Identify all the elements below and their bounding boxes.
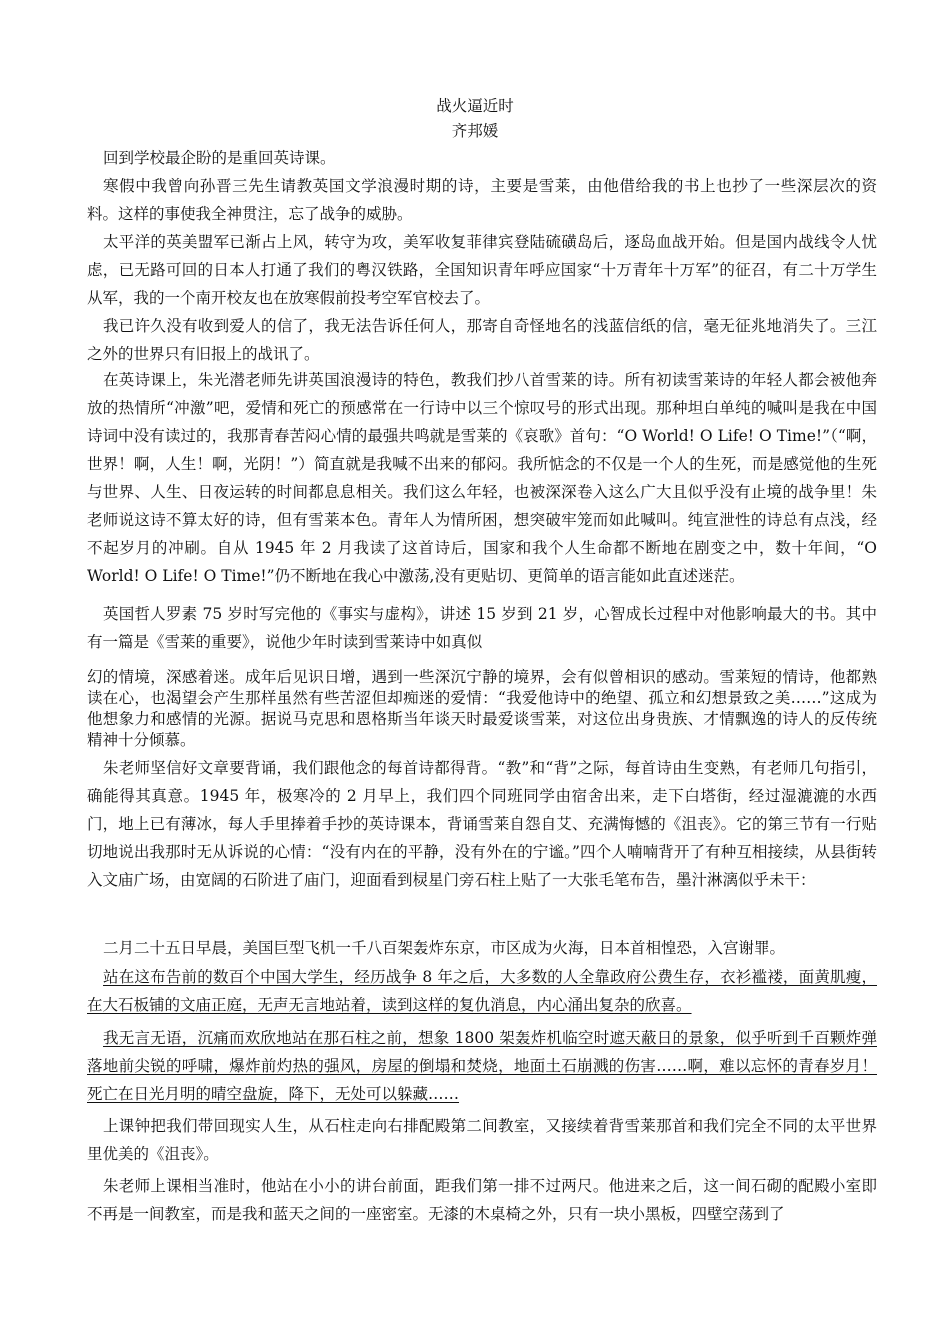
document-author: 齐邦媛 [451, 122, 499, 140]
paragraph-13: 朱老师上课相当准时，他站在小小的讲台前面，距我们第一排不过两尺。他进来之后，这一间石砌的配殿小室即不再是一间教室，而是我和蓝天之间的一座密室。无漆的木桌椅之外，只有一块小黑板，四壁空荡到了 [87, 1177, 877, 1223]
document-title: 战火逼近时 [436, 97, 514, 115]
paragraph-6: 英国哲人罗素 75 岁时写完他的《事实与虚构》，讲述 15 岁到 21 岁，心智成长过程中对他影响最大的书。其中有一篇是《雪莱的重要》，说他少年时读到雪莱诗中如真似 [87, 605, 877, 651]
paragraph-10-underlined: 站在这布告前的数百个中国大学生，经历战争 8 年之后，大多数的人全靠政府公费生存，衣衫褴褛，面黄肌瘦，在大石板铺的文庙正庭，无声无言地站着，读到这样的复仇消息，内心涌出复杂的欣喜。 [87, 968, 877, 1014]
paragraph-8: 朱老师坚信好文章要背诵，我们跟他念的每首诗都得背。“教”和“背”之际，每首诗由生变熟，有老师几句指引，确能得其真意。1945 年，极寒冷的 2 月早上，我们四个同班同学由宿舍出来，走下白塔街，经过湿漉漉的水西门，地上已有薄冰，每人手里捧着手抄的英诗课本，背诵雪莱自怨自艾、充满悔憾的《沮丧》。它的第三节有一行贴切地说出我那时无从诉说的心情：“没有内在的平静，没有外在的宁谧。”四个人喃喃背开了有种互相接续，从县街转入文庙广场，由宽阔的石阶进了庙门，迎面看到棂星门旁石柱上贴了一大张毛笔布告，墨汁淋漓似乎未干： [87, 759, 877, 889]
paragraph-5: 在英诗课上，朱光潜老师先讲英国浪漫诗的特色，教我们抄八首雪莱的诗。所有初读雪莱诗的年轻人都会被他奔放的热情所“冲激”吧，爱情和死亡的预感常在一行诗中以三个惊叹号的形式出现。那种坦白单纯的喊叫是我在中国诗词中没有读过的，我那青春苦闷心情的最强共鸣就是雪莱的《哀歌》首句：“O World! O Life! O Time!”（“啊，世界！啊，人生！啊，光阴！”）简直就是我喊不出来的郁闷。我所惦念的不仅是一个人的生死，而是感觉他的生死与世界、人生、日夜运转的时间都息息相关。我们这么年轻，也被深深卷入这么广大且似乎没有止境的战争里！朱老师说这诗不算太好的诗，但有雪莱本色。青年人为情所困，想突破牢笼而如此喊叫。纯宣泄性的诗总有点浅，经不起岁月的冲刷。自从 1945 年 2 月我读了这首诗后，国家和我个人生命都不断地在剧变之中，数十年间，“O World! O Life! O Time!”仍不断地在我心中激荡,没有更贴切、更简单的语言能如此直述迷茫。 [87, 371, 877, 585]
paragraph-2: 寒假中我曾向孙晋三先生请教英国文学浪漫时期的诗，主要是雪莱，由他借给我的书上也抄了一些深层次的资料。这样的事使我全神贯注，忘了战争的威胁。 [87, 177, 877, 223]
paragraph-11-underlined: 我无言无语，沉痛而欢欣地站在那石柱之前，想象 1800 架轰炸机临空时遮天蔽日的景象，似乎听到千百颗炸弹落地前尖锐的呼啸，爆炸前灼热的强风，房屋的倒塌和焚烧，地面土石崩溅的伤害……啊，难以忘怀的青春岁月！死亡在日光月明的晴空盘旋，降下，无处可以躲藏…… [87, 1029, 877, 1103]
paragraph-3: 太平洋的英美盟军已渐占上风，转守为攻，美军收复菲律宾登陆硫磺岛后，逐岛血战开始。但是国内战线令人忧虑，已无路可回的日本人打通了我们的粤汉铁路，全国知识青年呼应国家“十万青年十万军”的征召，有二十万学生从军，我的一个南开校友也在放寒假前投考空军官校去了。 [87, 233, 877, 307]
paragraph-4: 我已许久没有收到爱人的信了，我无法告诉任何人，那寄自奇怪地名的浅蓝信纸的信，毫无征兆地消失了。三江之外的世界只有旧报上的战讯了。 [87, 317, 877, 363]
paragraph-7: 幻的情境，深感着迷。成年后见识日增，遇到一些深沉宁静的境界，会有似曾相识的感动。雪莱短的情诗，他都熟读在心，也渴望会产生那样虽然有些苦涩但却痴迷的爱情：“我爱他诗中的绝望、孤立和幻想景致之美……”这成为他想象力和感情的光源。据说马克思和恩格斯当年谈天时最爱谈雪莱，对这位出身贵族、才情飘逸的诗人的反传统精神十分倾慕。 [87, 668, 877, 749]
paragraph-1: 回到学校最企盼的是重回英诗课。 [103, 149, 336, 167]
paragraph-9: 二月二十五日早晨，美国巨型飞机一千八百架轰炸东京，市区成为火海，日本首相惶恐，入宫谢罪。 [103, 939, 786, 957]
paragraph-12: 上课钟把我们带回现实人生，从石柱走向右排配殿第二间教室，又接续着背雪莱那首和我们完全不同的太平世界里优美的《沮丧》。 [87, 1117, 877, 1163]
